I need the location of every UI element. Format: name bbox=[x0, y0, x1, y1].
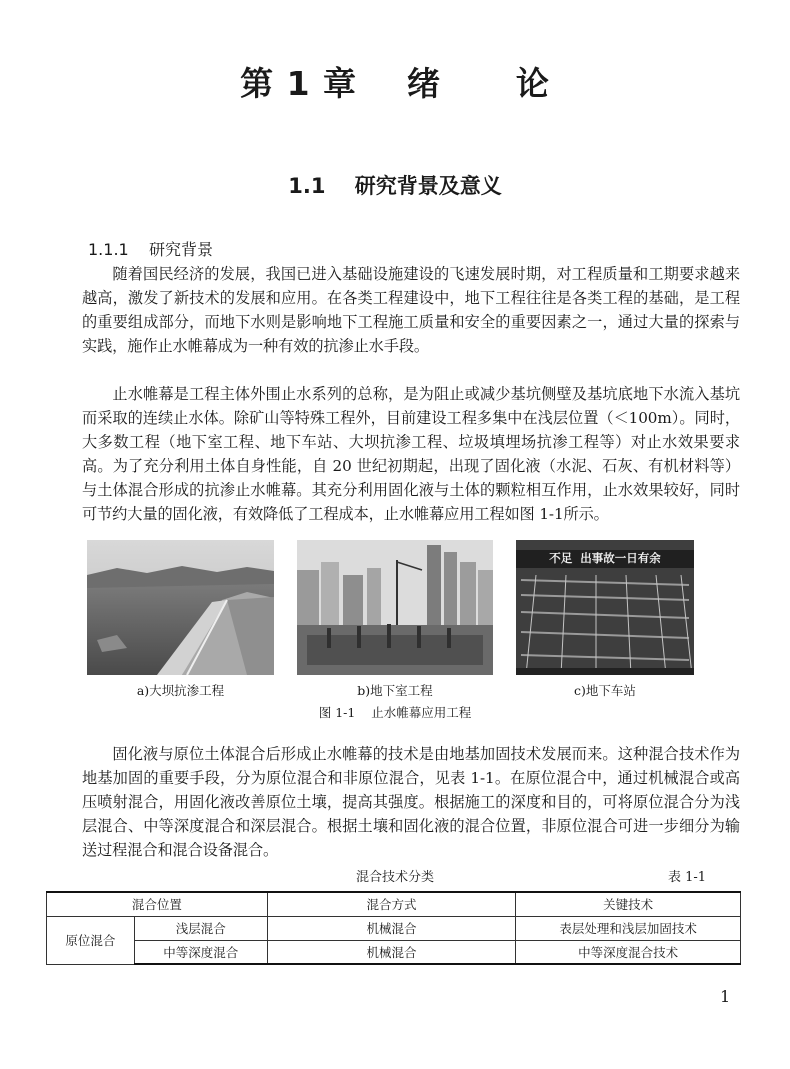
table-cell: 中等深度混合 bbox=[134, 940, 267, 964]
header-mix-method: 混合方式 bbox=[267, 892, 516, 916]
banner-text: 不足 出事故一日有余 bbox=[549, 551, 661, 565]
table-title: 混合技术分类 bbox=[355, 870, 434, 885]
table-cell: 机械混合 bbox=[267, 916, 516, 940]
section-title: 1.1 研究背景及意义 bbox=[288, 174, 502, 198]
subsection-title: 1.1.1 研究背景 bbox=[88, 240, 214, 259]
page-number: 1 bbox=[720, 987, 731, 1006]
table-header-row bbox=[47, 892, 741, 916]
photo-subway-station bbox=[516, 540, 694, 675]
table-row bbox=[47, 940, 741, 964]
header-key-tech: 关键技术 bbox=[516, 892, 741, 916]
mixing-technology-table bbox=[46, 891, 741, 965]
figure-caption: 图 1-1 止水帷幕应用工程 bbox=[318, 705, 472, 720]
table-number: 表 1-1 bbox=[668, 870, 707, 885]
photo-caption-c: c)地下车站 bbox=[574, 683, 636, 698]
table-cell: 中等深度混合技术 bbox=[516, 940, 741, 964]
table-cell: 机械混合 bbox=[267, 940, 516, 964]
table-row bbox=[47, 916, 741, 940]
chapter-title: 第 1 章 绪 论 bbox=[240, 64, 550, 103]
paragraph-3: 固化液与原位土体混合后形成止水帷幕的技术是由地基加固技术发展而来。这种混合技术作为地基加固的重要手段，分为原位混合和非原位混合，见表 1-1。在原位混合中，通过机械混合或高压喷射混合，用固化液改善原位土壤，提高其强度。根据施工的深度和目的，可将原位混合分为浅层混合、中等深度混合和深层混合。根据土壤和固化液的混合位置，非原位混合可进一步细分为输送过程混合和混合设备混合。 bbox=[82, 745, 740, 859]
photo-basement-construction bbox=[297, 540, 493, 675]
paragraph-1: 随着国民经济的发展，我国已进入基础设施建设的飞速发展时期，对工程质量和工期要求越来越高，激发了新技术的发展和应用。在各类工程建设中，地下工程往往是各类工程的基础，是工程的重要组成部分，而地下水则是影响地下工程施工质量和安全的重要因素之一，通过大量的探索与实践，施作止水帷幕成为一种有效的抗渗止水手段。 bbox=[82, 265, 740, 355]
photo-dam-seepage bbox=[87, 540, 274, 675]
photo-caption-a: a)大坝抗渗工程 bbox=[136, 683, 225, 698]
group-label-cell: 原位混合 bbox=[47, 916, 135, 964]
photo-caption-b: b)地下室工程 bbox=[357, 683, 433, 698]
paragraph-2: 止水帷幕是工程主体外围止水系列的总称，是为阻止或减少基坑侧壁及基坑底地下水流入基坑而采取的连续止水体。除矿山等特殊工程外，目前建设工程多集中在浅层位置（＜100m）。同时，大多数工程（地下室工程、地下车站、大坝抗渗工程、垃圾填埋场抗渗工程等）对止水效果要求高。为了充分利用土体自身性能，自 20 世纪初期起，出现了固化液（水泥、石灰、有机材料等）与土体混合形成的抗渗止水帷幕。其充分利用固化液与土体的颗粒相互作用，止水效果较好，同时可节约大量的固化液，有效降低了工程成本，止水帷幕应用工程如图 1-1所示。 bbox=[82, 385, 740, 523]
header-mix-position: 混合位置 bbox=[47, 892, 268, 916]
table-cell: 浅层混合 bbox=[134, 916, 267, 940]
table-cell: 表层处理和浅层加固技术 bbox=[516, 916, 741, 940]
